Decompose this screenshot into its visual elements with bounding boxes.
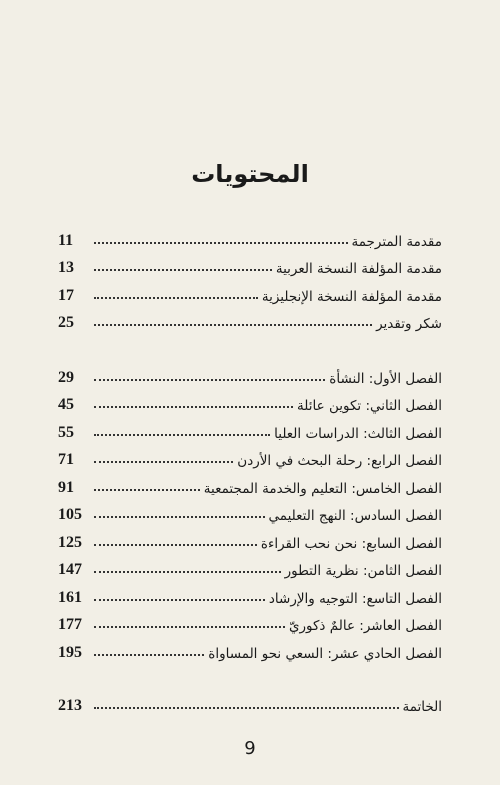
leader-dots <box>94 544 257 546</box>
toc-label: الفصل الخامس: التعليم والخدمة المجتمعية <box>203 480 442 497</box>
leader-dots <box>94 626 285 628</box>
toc-entry-chapter-5 <box>58 469 442 497</box>
toc-label: الفصل الأول: النشأة <box>329 370 442 387</box>
toc-page-number: 195 <box>58 643 82 661</box>
toc-page-number: 213 <box>58 697 82 714</box>
toc-label: مقدمة المترجمة <box>351 233 442 250</box>
toc-entry-chapter-1 <box>58 359 442 387</box>
toc-page-number: 147 <box>58 561 82 578</box>
toc-entry-chapter-6 <box>58 497 442 525</box>
leader-dots <box>94 379 325 381</box>
toc-page-number: 45 <box>58 396 74 413</box>
toc-entry-chapter-11 <box>58 634 442 662</box>
toc-page-number: 91 <box>58 478 74 496</box>
leader-dots <box>94 406 293 408</box>
page-number: 9 <box>244 738 256 759</box>
toc-label: الفصل التاسع: التوجيه والإرشاد <box>268 590 442 607</box>
table-of-contents <box>58 222 442 715</box>
toc-page-number: 161 <box>58 588 82 606</box>
toc-label: الفصل الحادي عشر: السعي نحو المساواة <box>208 645 442 662</box>
toc-page-number: 177 <box>58 616 82 633</box>
toc-label: الفصل العاشر: عالمٌ ذكوريّ <box>288 618 442 634</box>
section-gap <box>58 332 442 359</box>
toc-page-number: 29 <box>58 368 74 386</box>
toc-entry-conclusion <box>58 688 442 716</box>
toc-page-number: 105 <box>58 506 82 523</box>
toc-page-number: 71 <box>58 451 74 468</box>
toc-label: الفصل السابع: نحن نحب القراءة <box>260 535 442 552</box>
leader-dots <box>94 489 200 491</box>
toc-entry-acknowledgments <box>58 305 442 333</box>
toc-label: شكر وتقدير <box>376 316 442 332</box>
leader-dots <box>94 297 258 299</box>
toc-label: الفصل الثامن: نظرية التطور <box>284 563 442 579</box>
toc-entry-chapter-9 <box>58 579 442 607</box>
toc-entry-author-intro-english <box>58 277 442 305</box>
leader-dots <box>94 434 270 436</box>
section-gap <box>58 662 442 688</box>
toc-label: الفصل الثالث: الدراسات العليا <box>274 425 442 442</box>
toc-label: الفصل الرابع: رحلة البحث في الأردن <box>237 453 442 469</box>
toc-entry-chapter-4 <box>58 442 442 470</box>
toc-entry-chapter-3 <box>58 414 442 442</box>
leader-dots <box>94 707 399 709</box>
leader-dots <box>94 242 348 244</box>
leader-dots <box>94 269 272 271</box>
toc-entry-chapter-7 <box>58 524 442 552</box>
toc-entry-chapter-2 <box>58 387 442 415</box>
toc-page-number: 17 <box>58 286 74 304</box>
toc-page-number: 13 <box>58 259 74 276</box>
leader-dots <box>94 599 265 601</box>
leader-dots <box>94 654 204 656</box>
toc-label: مقدمة المؤلفة النسخة العربية <box>275 261 442 277</box>
toc-label: مقدمة المؤلفة النسخة الإنجليزية <box>261 288 442 305</box>
toc-page-number: 25 <box>58 314 74 331</box>
leader-dots <box>94 461 233 463</box>
toc-entry-chapter-10 <box>58 607 442 635</box>
leader-dots <box>94 571 281 573</box>
toc-label: الفصل الثاني: تكوين عائلة <box>297 398 442 414</box>
toc-entry-chapter-8 <box>58 552 442 580</box>
page-title: المحتويات <box>191 160 309 188</box>
toc-entry-author-intro-arabic <box>58 250 442 278</box>
leader-dots <box>94 516 265 518</box>
toc-page-number: 11 <box>58 231 74 249</box>
toc-page-number: 125 <box>58 533 82 551</box>
toc-label: الفصل السادس: النهج التعليمي <box>268 508 442 524</box>
toc-entry-translator-intro <box>58 222 442 250</box>
toc-label: الخاتمة <box>402 699 442 715</box>
leader-dots <box>94 324 372 326</box>
toc-page-number: 55 <box>58 423 74 441</box>
